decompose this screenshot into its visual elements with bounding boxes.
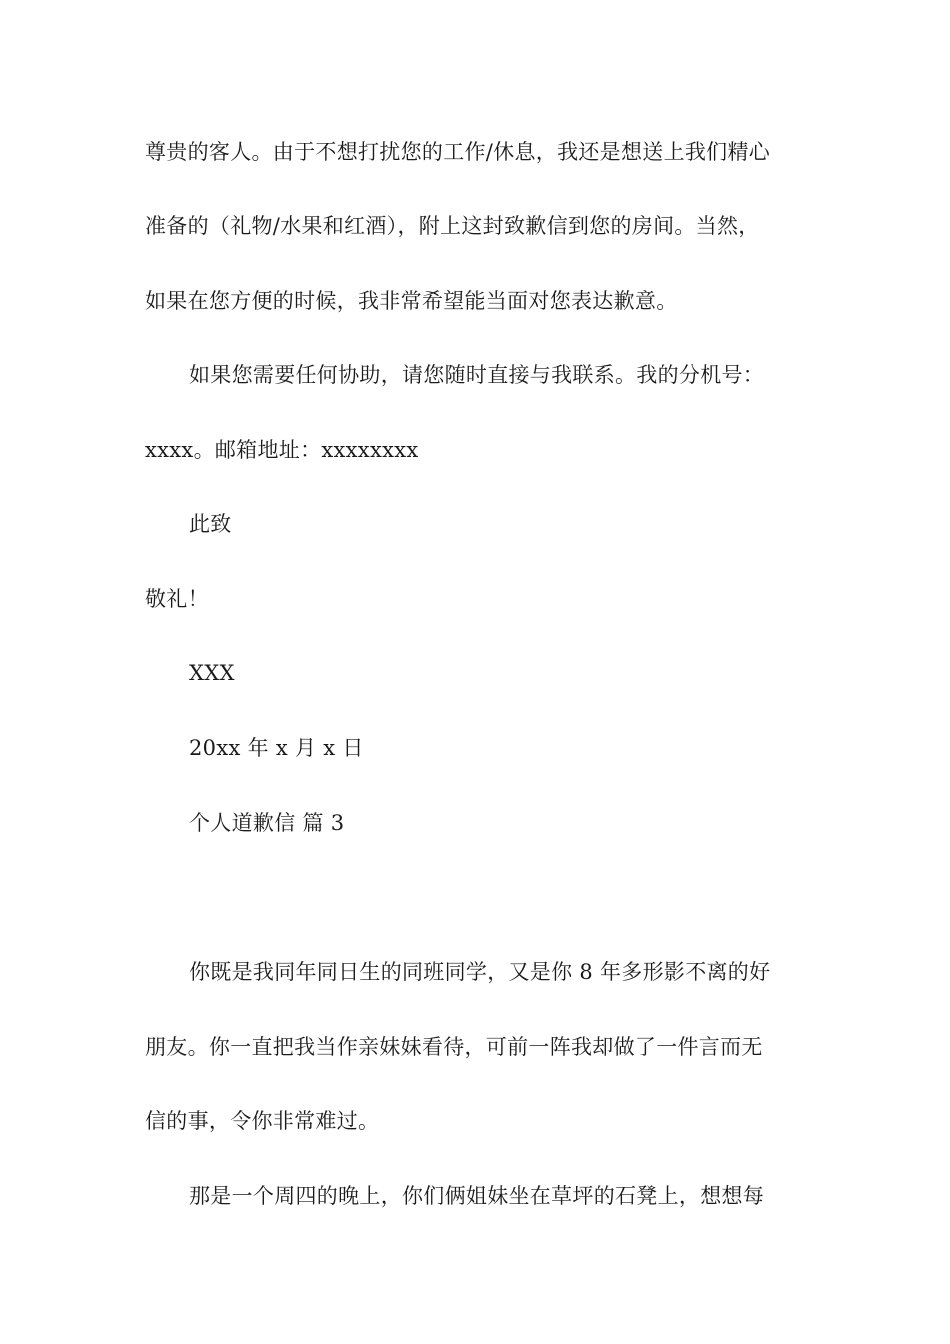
paragraph-line: 如果在您方便的时候，我非常希望能当面对您表达歉意。: [145, 289, 678, 313]
paragraph-line: 尊贵的客人。由于不想打扰您的工作/休息，我还是想送上我们精心: [145, 140, 771, 164]
paragraph-line: 如果您需要任何协助，请您随时直接与我联系。我的分机号：: [189, 363, 765, 387]
paragraph-line: 准备的（礼物/水果和红酒），附上这封致歉信到您的房间。当然，: [145, 214, 760, 238]
closing-salutation: 此致: [189, 512, 232, 536]
signature-name: XXX: [189, 661, 235, 685]
section-heading: 个人道歉信 篇 3: [189, 811, 345, 835]
paragraph-line: 你既是我同年同日生的同班同学，又是你 8 年多形影不离的好: [189, 960, 771, 984]
paragraph-line: 那是一个周四的晚上，你们俩姐妹坐在草坪的石凳上，想想每: [189, 1184, 765, 1208]
paragraph-line: xxxx。邮箱地址：xxxxxxxx: [145, 438, 419, 462]
signature-date: 20xx 年 x 月 x 日: [189, 736, 364, 760]
paragraph-line: 信的事，令你非常难过。: [145, 1109, 380, 1133]
paragraph-line: 朋友。你一直把我当作亲妹妹看待，可前一阵我却做了一件言而无: [145, 1035, 763, 1059]
closing-regards: 敬礼！: [145, 587, 209, 611]
